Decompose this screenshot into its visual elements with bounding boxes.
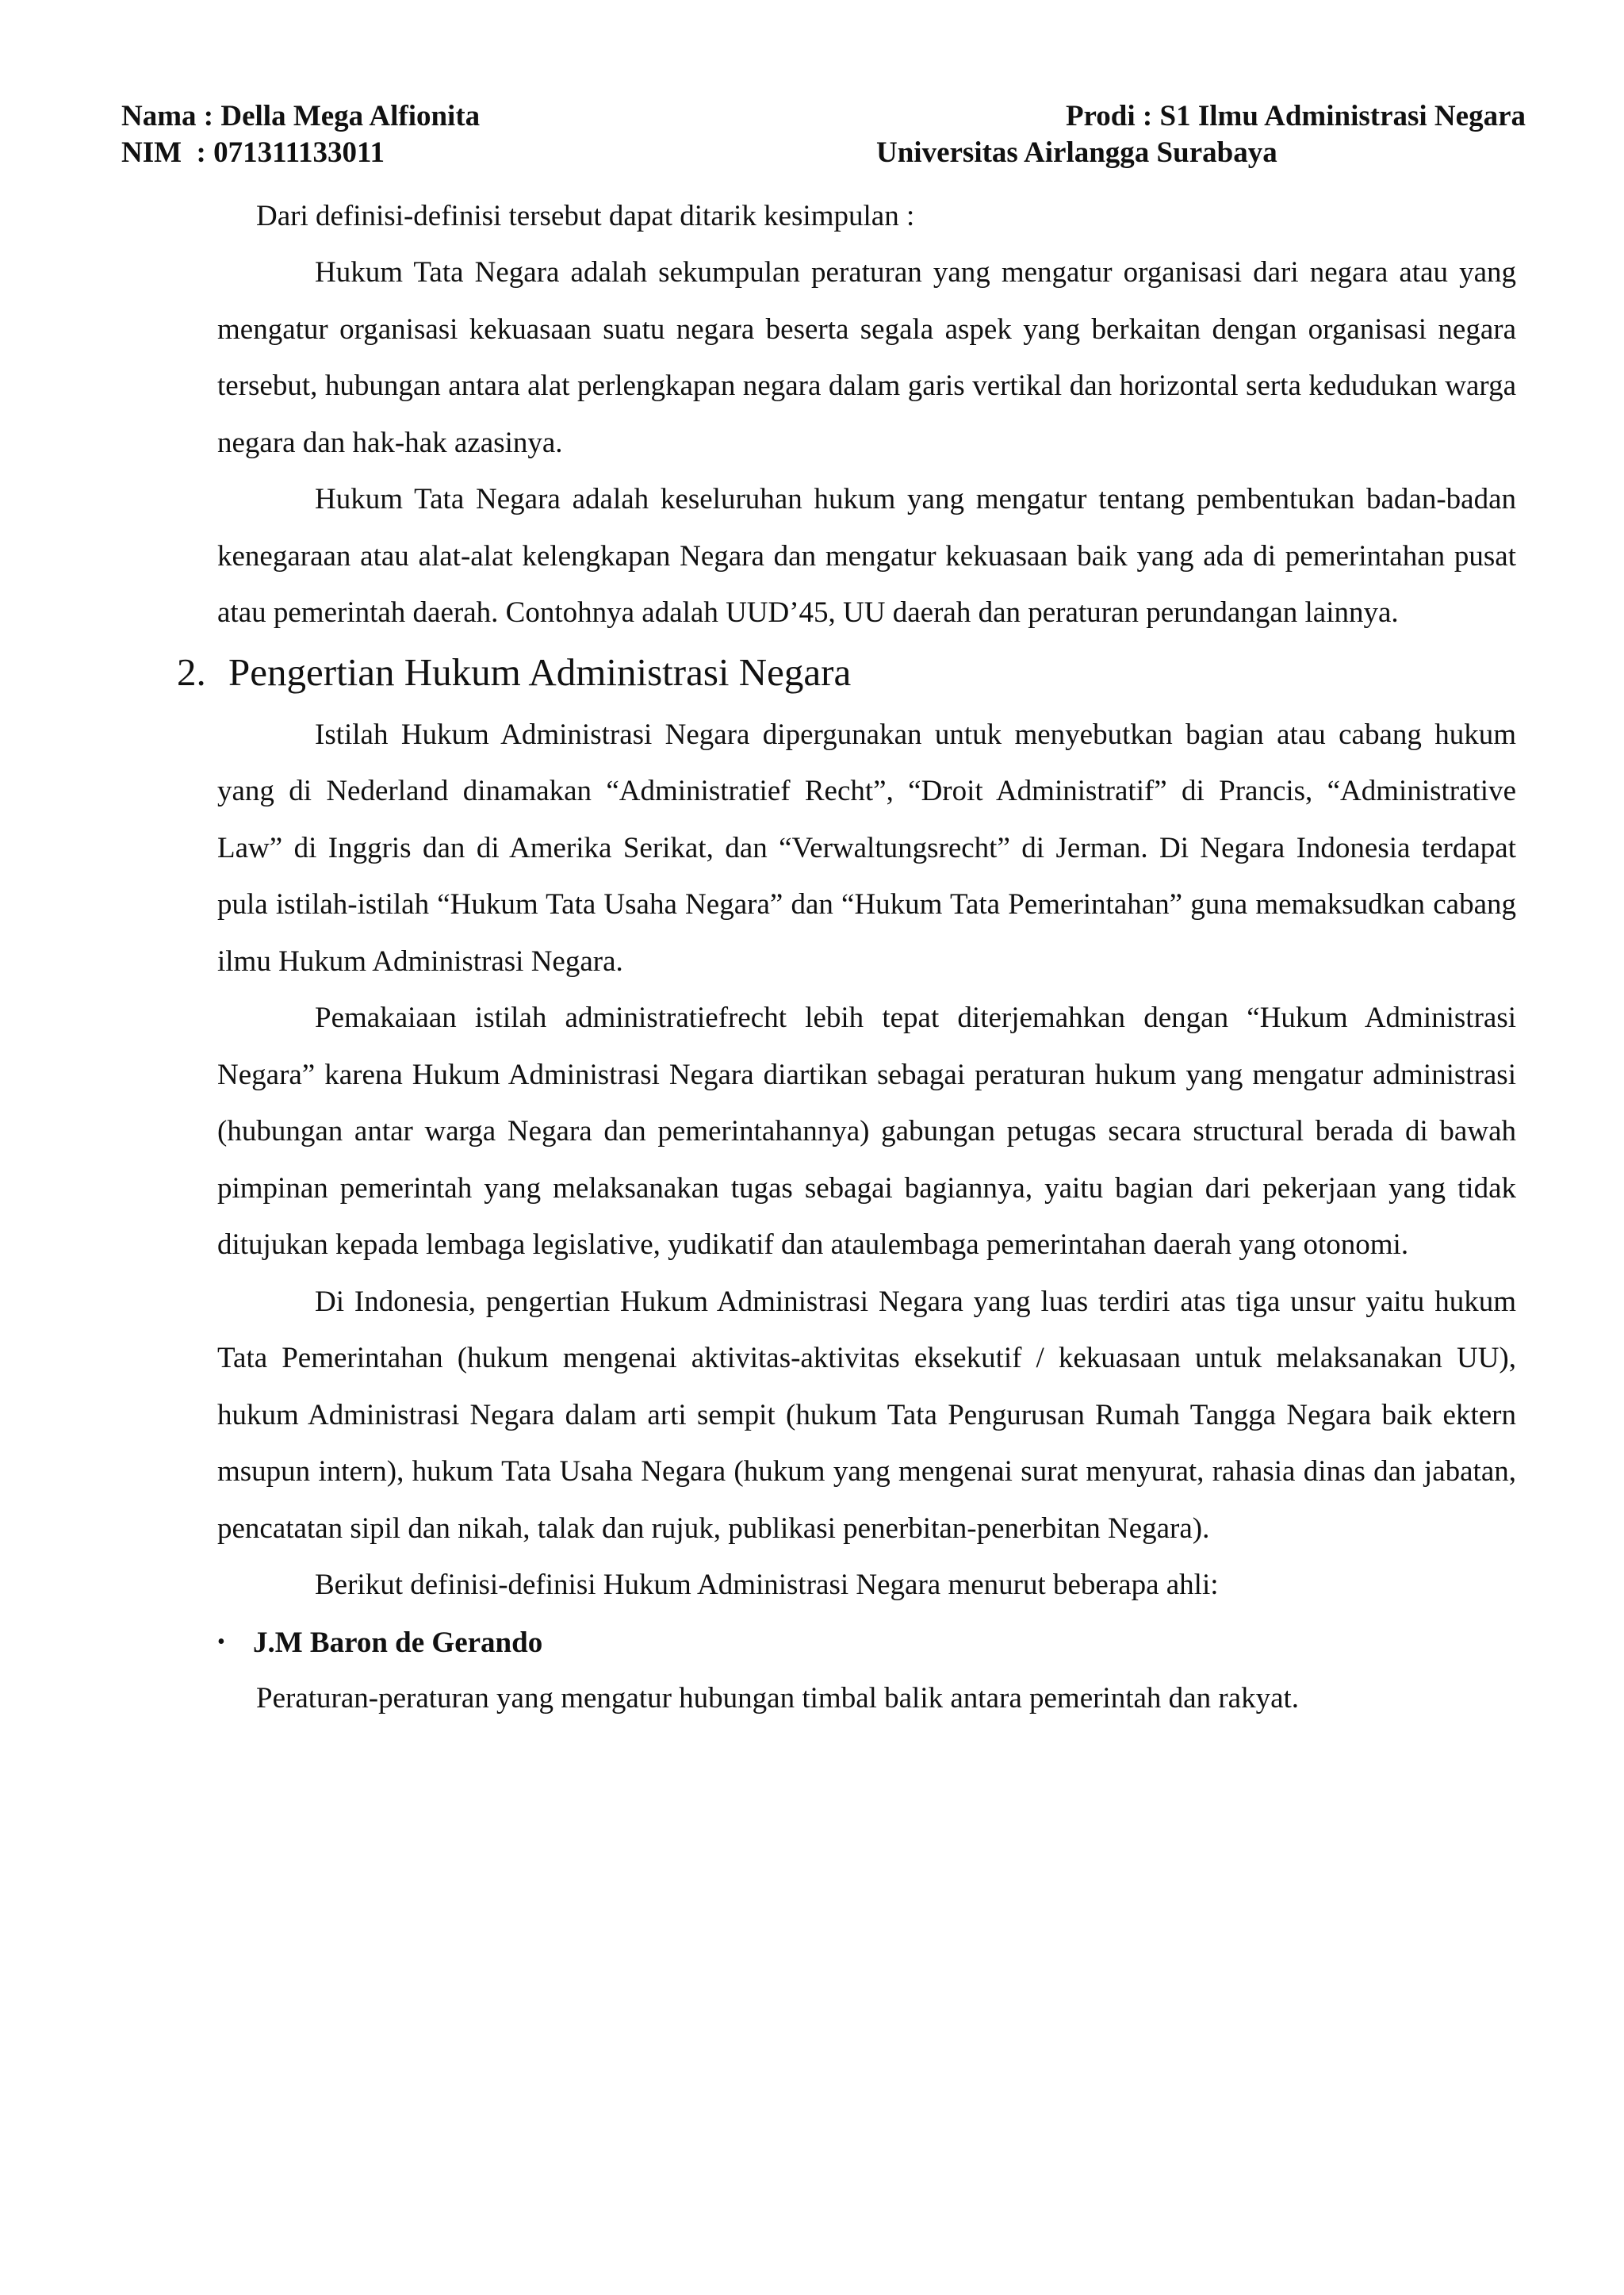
paragraph-htn-definition-1: Hukum Tata Negara adalah sekumpulan peraturan yang mengatur organisasi dari negara atau yang mengatur organisasi kekuasaan suatu negara beserta segala aspek yang berkaitan dengan organisasi negara tersebut, hubungan antara alat perlengkapan negara dalam garis vertikal dan horizontal serta kedudukan warga negara dan hak-hak azasinya. bbox=[217, 256, 1516, 459]
bullet-dot-icon: • bbox=[217, 1629, 225, 1654]
header-nim: NIM : 071311133011 bbox=[121, 136, 385, 169]
section-title: Pengertian Hukum Administrasi Negara bbox=[228, 649, 852, 694]
bullet-description: Peraturan-peraturan yang mengatur hubungan timbal balik antara pemerintah dan rakyat. bbox=[256, 1682, 1300, 1715]
paragraph-htn-definition-2: Hukum Tata Negara adalah keseluruhan hukum yang mengatur tentang pembentukan badan-badan kenegaraan atau alat-alat kelengkapan Negara dan mengatur kekuasaan baik yang ada di pemerintahan pusat atau pemerintah daerah. Contohnya adalah UUD’45, UU daerah dan peraturan perundangan lainnya. bbox=[217, 483, 1516, 629]
section-heading-2 bbox=[177, 646, 1516, 699]
paragraph-han-experts-intro: Berikut definisi-definisi Hukum Administrasi Negara menurut beberapa ahli: bbox=[315, 1569, 1219, 1601]
header-nama: Nama : Della Mega Alfionita bbox=[121, 100, 481, 132]
paragraph-han-term: Istilah Hukum Administrasi Negara dipergunakan untuk menyebutkan bagian atau cabang hukum yang di Nederland dinamakan “Administratief Recht”, “Droit Administratif” di Prancis, “Administrative Law” di Inggris dan di Amerika Serikat, dan “Verwaltungsrecht” di Jerman. Di Negara Indonesia terdapat pula istilah-istilah “Hukum Tata Usaha Negara” dan “Hukum Tata Pemerintahan” guna memaksudkan cabang ilmu Hukum Administrasi Negara. bbox=[217, 718, 1516, 978]
header-universitas: Universitas Airlangga Surabaya bbox=[876, 136, 1277, 169]
conclusion-lead: Dari definisi-definisi tersebut dapat ditarik kesimpulan : bbox=[256, 200, 915, 232]
header-prodi: Prodi : S1 Ilmu Administrasi Negara bbox=[1065, 100, 1526, 132]
paragraph-han-indonesia: Di Indonesia, pengertian Hukum Administrasi Negara yang luas terdiri atas tiga unsur yaitu hukum Tata Pemerintahan (hukum mengenai aktivitas-aktivitas eksekutif / kekuasaan untuk melaksanakan UU), hukum Administrasi Negara dalam arti sempit (hukum Tata Pengurusan Rumah Tangga Negara baik ektern msupun intern), hukum Tata Usaha Negara (hukum yang mengenai surat menyurat, rahasia dinas dan jabatan, pencatatan sipil dan nikah, talak dan rujuk, publikasi penerbitan-penerbitan Negara). bbox=[217, 1285, 1516, 1545]
bullet-item-gerando bbox=[217, 1614, 1516, 1671]
document-body bbox=[177, 192, 1516, 1727]
section-number: 2. bbox=[177, 649, 206, 694]
paragraph-han-usage: Pemakaiaan istilah administratiefrecht lebih tepat diterjemahkan dengan “Hukum Administrasi Negara” karena Hukum Administrasi Negara diartikan sebagai peraturan hukum yang mengatur administrasi (hubungan antar warga Negara dan pemerintahannya) gabungan petugas secara structural berada di bawah pimpinan pemerintah yang melaksanakan tugas sebagai bagiannya, yaitu bagian dari pekerjaan yang tidak ditujukan kepada lembaga legislative, yudikatif dan ataulembaga pemerintahan daerah yang otonomi. bbox=[217, 1002, 1516, 1261]
bullet-title: J.M Baron de Gerando bbox=[253, 1626, 543, 1659]
